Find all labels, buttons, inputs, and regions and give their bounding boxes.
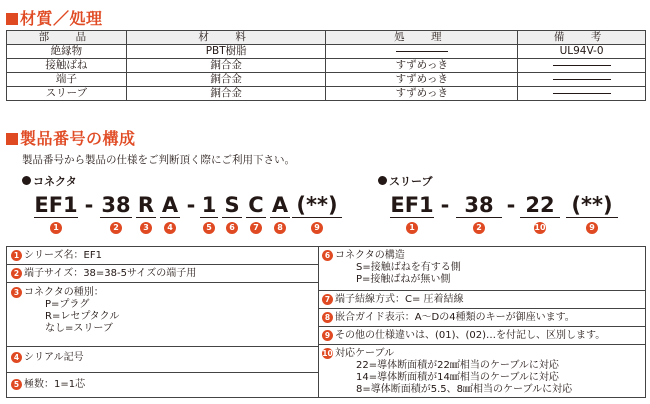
table-row [7,73,646,87]
numbering-section-title [6,126,136,149]
materials-header-row [7,31,646,45]
cell-material: 銅合金 [126,73,326,87]
spec-number-badge: 2 [11,268,22,279]
section-square-icon [6,13,18,25]
connector-label: コネクタ [33,175,77,188]
cell-treatment: すずめっき [326,59,518,73]
spec-item-10 [322,348,572,396]
spec-item-2 [11,268,196,280]
cell-part: 端子 [7,73,127,87]
cell-material: 銅合金 [126,87,326,101]
cell-treatment [326,45,518,59]
pn-segment-number: 10 [534,223,546,232]
spec-item-6 [322,250,461,286]
spec-item-3 [11,287,119,335]
pn-segment [200,194,218,234]
pn-segment-text: 38 [456,194,502,218]
sleeve-label: スリーブ [389,175,433,188]
spec-text: R=レセプタクル [45,311,120,322]
cell-part: スリーブ [7,87,127,101]
pn-segment [222,194,242,234]
cell-part: 接触ばね [7,59,127,73]
pn-segment-text: 22 [520,194,560,218]
pn-segment-text: EF1 [34,193,78,217]
spec-item-5 [11,379,85,391]
spec-text: 22=導体断面積が22㎟相当のケーブルに対応 [356,360,559,371]
pn-segment [246,194,266,234]
spec-number-badge: 1 [11,250,22,261]
spec-number-badge: 3 [11,287,22,298]
pn-segment [270,194,290,234]
pn-hyphen-text: - [84,193,94,217]
header-treatment: 処 理 [326,31,518,45]
pn-segment-number: 7 [250,222,262,234]
pn-segment [160,194,180,234]
spec-number-badge: 5 [11,379,22,390]
header-material: 材 料 [126,31,326,45]
materials-table [6,30,646,101]
dash-line [396,51,448,52]
spec-number-badge: 8 [322,312,333,323]
pn-segment-text: C [246,194,266,218]
spec-number-badge: 9 [322,330,333,341]
spec-table [6,246,646,398]
table-row [7,59,646,73]
pn-hyphen-text: - [186,193,196,217]
spec-text: なし=スリーブ [45,323,113,334]
table-row [7,45,646,59]
pn-hyphen [504,194,518,216]
pn-segment-text: (**) [566,194,618,218]
pn-segment-number: 9 [311,222,323,234]
pn-segment [390,194,434,234]
spec-number-badge: 4 [11,352,22,363]
pn-segment [292,194,342,234]
spec-item-7 [322,294,464,306]
pn-segment [456,194,502,234]
spec-item-1 [11,250,102,262]
dash-line [553,79,611,80]
cell-remark [518,73,646,87]
spec-item-9 [322,330,605,342]
materials-section-title [6,6,103,29]
pn-segment-number: 2 [110,222,122,234]
pn-segment-number: 3 [140,222,152,234]
header-part: 部 品 [7,31,127,45]
pn-segment-number: 8 [274,222,286,234]
pn-segment [136,194,156,234]
pn-segment-number: 1 [50,222,62,234]
spec-text: シリーズ名：EF1 [24,250,102,261]
sleeve-subhead [378,173,432,189]
pn-segment [566,194,618,234]
table-row [7,87,646,101]
spec-text: その他の仕様違いは、(01)、(02)…を付記し、区別します。 [335,330,606,341]
connector-subhead [22,173,77,189]
spec-text: 端子サイズ：38=38-5サイズの端子用 [24,268,197,279]
cell-remark [518,59,646,73]
spec-text: コネクタの種別： [24,287,104,298]
materials-title-text: 材質／処理 [20,9,103,28]
spec-text: 14=導体断面積が14㎟相当のケーブルに対応 [356,372,559,383]
spec-number-badge: 10 [322,349,333,358]
cell-material: PBT樹脂 [126,45,326,59]
pn-hyphen-text: - [440,193,450,217]
cell-part: 絶縁物 [7,45,127,59]
spec-text: コネクタの構造 [335,250,405,261]
spec-number-badge: 7 [322,294,333,305]
spec-text: P=プラグ [45,299,90,310]
cell-remark [518,87,646,101]
bullet-dot-icon [378,176,387,185]
pn-segment-text: EF1 [390,193,434,217]
pn-segment [100,194,132,234]
cell-remark: UL94V-0 [518,45,646,59]
pn-segment-text: A [271,193,289,217]
pn-segment-number: 9 [586,222,598,234]
pn-segment-text: 1 [201,193,217,217]
pn-hyphen-text: - [506,193,516,217]
cell-material: 銅合金 [126,59,326,73]
pn-segment-text: S [222,194,242,218]
header-remark: 備 考 [518,31,646,45]
spec-text: 嵌合ガイド表示：A～Dの4種類のキーが御座います。 [335,312,575,323]
section-square-icon [6,133,18,145]
spec-text: シリアル記号 [24,352,84,363]
pn-segment-number: 4 [164,222,176,234]
pn-hyphen [82,194,96,216]
pn-segment [34,194,78,234]
cell-treatment: すずめっき [326,73,518,87]
pn-segment-text: 38 [101,193,131,217]
spec-text: P=接触ばねが無い側 [356,274,451,285]
spec-item-8 [322,312,575,324]
pn-hyphen [438,194,452,216]
spec-number-badge: 6 [322,250,333,261]
pn-segment-number: 2 [473,222,485,234]
dash-line [553,65,611,66]
pn-segment-number: 5 [203,222,215,234]
spec-text: 対応ケーブル [335,348,395,359]
pn-segment-number: 6 [226,222,238,234]
dash-line [553,93,611,94]
numbering-title-text: 製品番号の構成 [20,129,136,148]
spec-item-4 [11,352,84,364]
pn-segment-number: 1 [406,222,418,234]
spec-text: 極数：1=1芯 [24,379,86,390]
spec-text: 端子結線方式：C= 圧着結線 [335,294,464,305]
cell-treatment: すずめっき [326,87,518,101]
pn-segment-text: (**) [292,194,342,218]
spec-text: S=接触ばねを有する側 [356,262,461,273]
numbering-intro: 製品番号から製品の仕様をご判断頂く際にご利用下さい。 [22,154,295,166]
pn-segment-text: R [137,193,155,217]
pn-segment-text: A [161,193,179,217]
pn-hyphen [184,194,198,216]
pn-segment [520,194,560,234]
spec-text: 8=導体断面積が5.5、8㎟相当のケーブルに対応 [356,384,573,395]
bullet-dot-icon [22,176,31,185]
